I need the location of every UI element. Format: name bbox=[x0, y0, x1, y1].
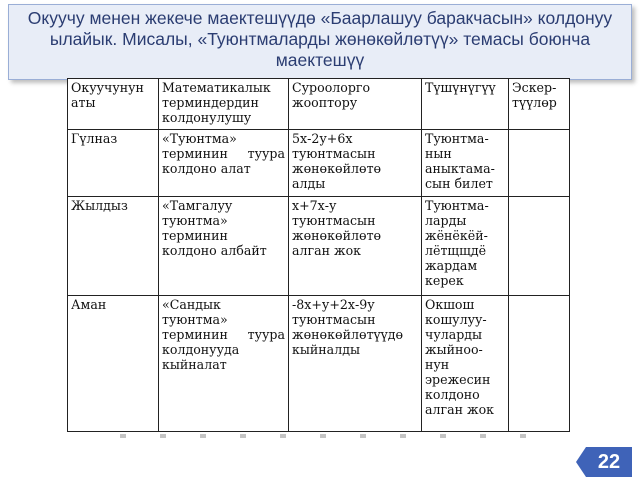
cell-understanding: Туюнтма-нын аныктама-сын билет bbox=[422, 130, 509, 197]
cell-terms: «Сандык туюнтма» терминин туура колдонууда кыйналат bbox=[159, 296, 289, 432]
cell-answers: 5х-2у+6х туюнтмасын жөнөкөйлөтө алды bbox=[289, 130, 422, 197]
table-header-row bbox=[68, 79, 570, 130]
cell-answers: х+7х-у туюнтмасын жөнөкөйлөтө алган жок bbox=[289, 197, 422, 296]
conversation-table bbox=[67, 78, 569, 434]
cell-notes bbox=[509, 197, 570, 296]
cell-name: Аман bbox=[68, 296, 159, 432]
cropped-text-strip bbox=[120, 434, 550, 438]
cell-understanding: Туюнтма-ларды жёнёкёй-лётщщдё жардам керек bbox=[422, 197, 509, 296]
cell-terms: «Туюнтма» терминин туура колдоно алат bbox=[159, 130, 289, 197]
header-understanding: Түшүнүгүү bbox=[422, 79, 509, 130]
header-math-terms: Математикалык терминдердин колдонулушу bbox=[159, 79, 289, 130]
header-student-name: Окуучунун аты bbox=[68, 79, 159, 130]
table-row bbox=[68, 296, 570, 432]
data-table bbox=[67, 78, 570, 432]
cell-name: Жылдыз bbox=[68, 197, 159, 296]
page-number-badge: 22 bbox=[586, 447, 632, 477]
slide-title: Окуучу менен жекече маектешүүдө «Баарлашуу баракчасын» колдонуу ылайык. Мисалы, «Туюнтмаларды жөнөкөйлөтүү» темасы боюнча маектешүү bbox=[27, 8, 613, 70]
cell-terms: «Тамгалуу туюнтма» терминин колдоно албайт bbox=[159, 197, 289, 296]
header-answers: Суроолорго жооптору bbox=[289, 79, 422, 130]
table-row bbox=[68, 197, 570, 296]
cell-answers: -8х+у+2х-9у туюнтмасын жөнөкөйлөтүүдө кыйналды bbox=[289, 296, 422, 432]
cell-name: Гүлназ bbox=[68, 130, 159, 197]
cell-understanding: Окшош кошулуу-чуларды жыйноо-нун эрежесин колдоно алган жок bbox=[422, 296, 509, 432]
cell-notes bbox=[509, 130, 570, 197]
table-row bbox=[68, 130, 570, 197]
cell-notes bbox=[509, 296, 570, 432]
header-notes: Эскер-түүлөр bbox=[509, 79, 570, 130]
